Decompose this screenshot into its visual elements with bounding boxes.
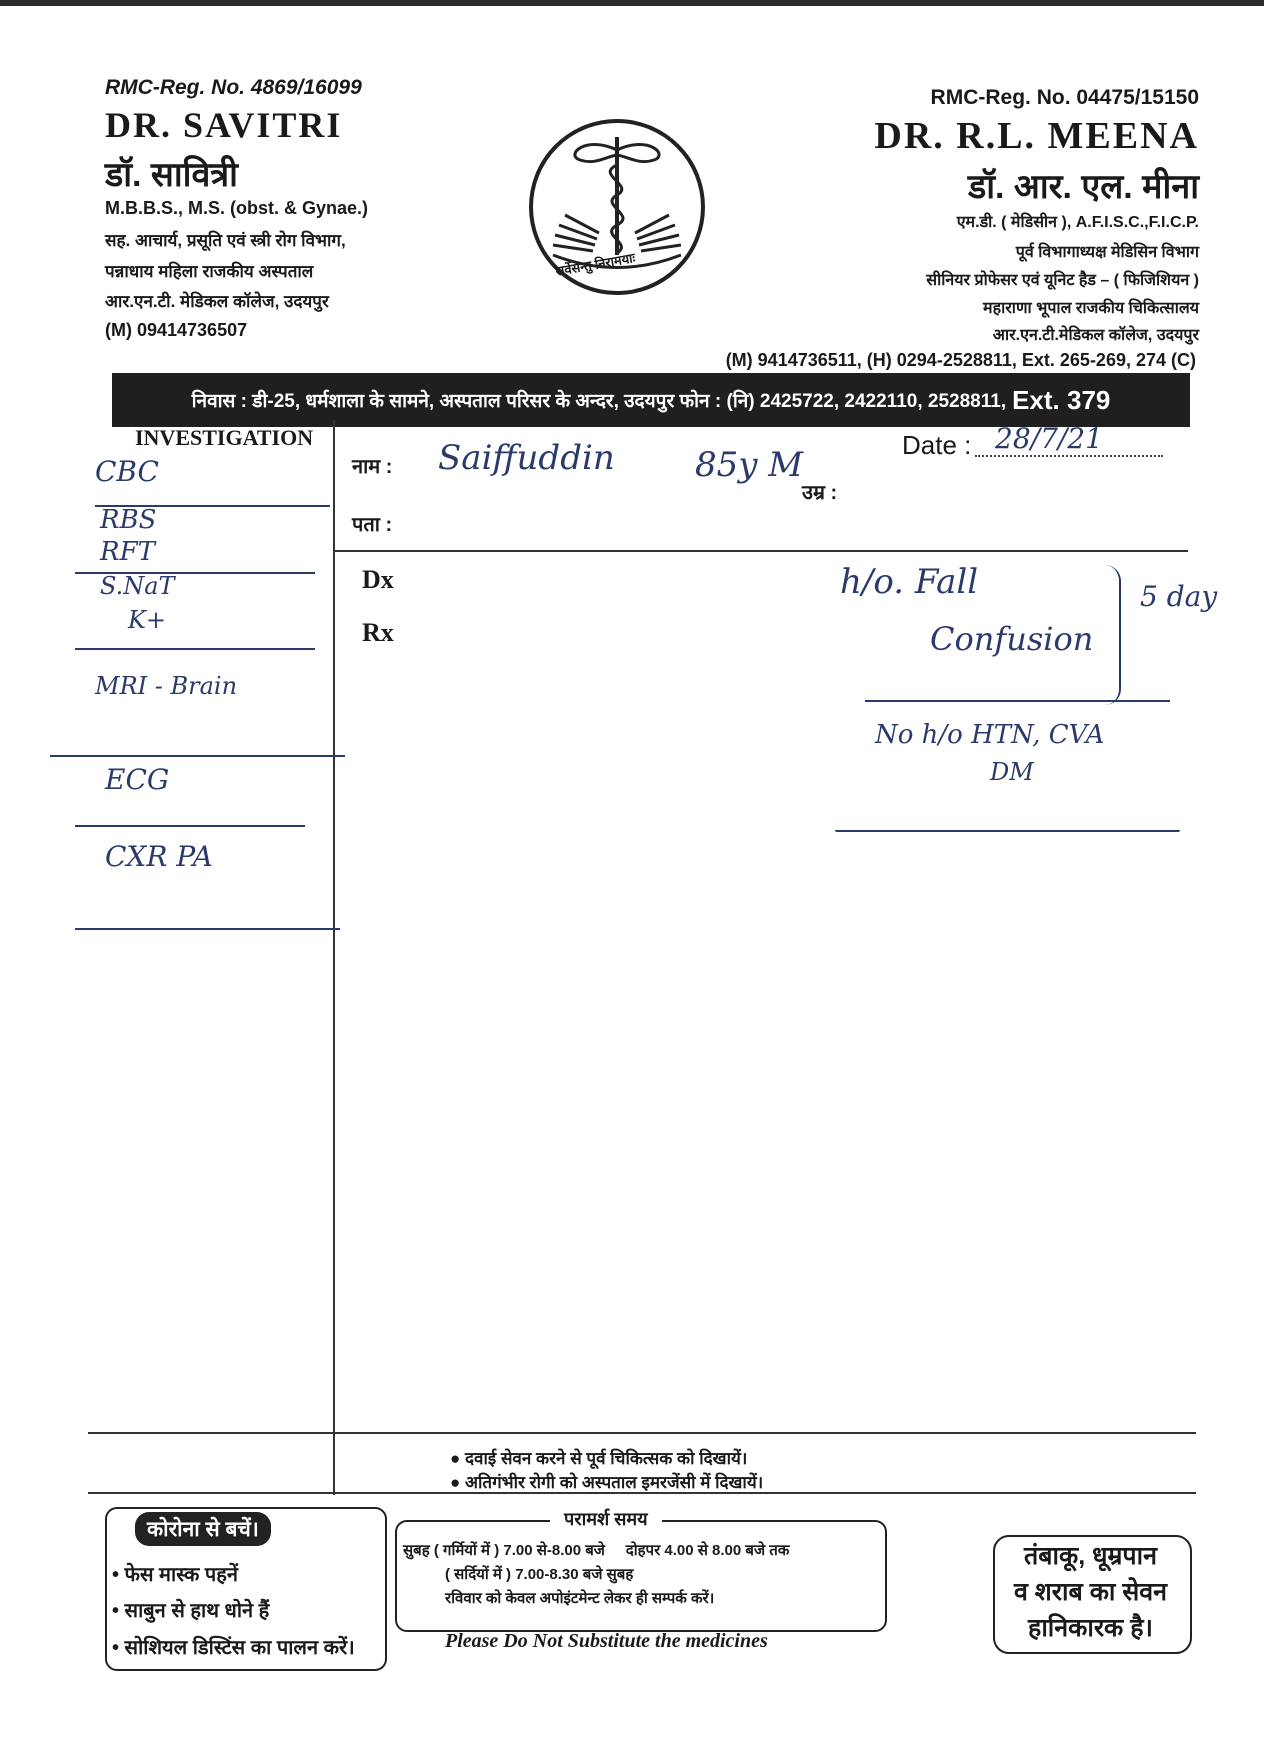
footer-divider-top — [88, 1432, 1196, 1434]
investigation-underline — [75, 648, 315, 650]
right-doctor-phone: (M) 9414736511, (H) 0294-2528811, Ext. 265-269, 274 (C) — [725, 350, 1196, 370]
right-doctor-line: महाराणा भूपाल राजकीय चिकित्सालय — [983, 300, 1199, 317]
right-doctor-line: आर.एन.टी.मेडिकल कॉलेज, उदयपुर — [992, 327, 1199, 344]
note-duration: 5 day — [1140, 580, 1218, 613]
right-doctor-line: पूर्व विभागाध्यक्ष मेडिसिन विभाग — [1015, 244, 1199, 261]
investigation-item: S.NaT — [100, 572, 175, 600]
corona-title: कोरोना से बचें। — [135, 1512, 271, 1546]
corona-item: • फेस मास्क पहनें — [112, 1564, 238, 1586]
no-substitute-note: Please Do Not Substitute the medicines — [445, 1630, 768, 1652]
left-doctor-reg: RMC-Reg. No. 4869/16099 — [105, 76, 362, 99]
footer-note: ● दवाई सेवन करने से पूर्व चिकित्सक को दिखायें। — [450, 1449, 748, 1468]
left-doctor-name: DR. SAVITRI — [105, 105, 343, 145]
footer-note: ● अतिगंभीर रोगी को अस्पताल इमरजेंसी में दिखायें। — [450, 1473, 764, 1492]
warning-line: हानिकारक है। — [1028, 1614, 1153, 1642]
note-underline — [865, 700, 1170, 702]
note-underline — [835, 830, 1180, 832]
patient-age-sex: 85y M — [695, 445, 804, 485]
investigation-underline — [75, 928, 340, 930]
note-bracket — [1105, 565, 1121, 705]
left-doctor-name-hindi: डॉ. सावित्री — [105, 156, 238, 194]
corona-item: • सोशियल डिस्टिंस का पालन करें। — [112, 1637, 355, 1659]
age-label: उम्र : — [802, 482, 838, 504]
residence-ext: Ext. 379 — [1012, 384, 1111, 415]
investigation-item: K+ — [128, 606, 167, 634]
right-doctor-name: DR. R.L. MEENA — [874, 115, 1199, 157]
investigation-item: CXR PA — [105, 840, 213, 873]
caduceus-logo — [525, 115, 710, 300]
investigation-item: MRI - Brain — [95, 672, 238, 700]
investigation-item: RBS — [100, 505, 157, 535]
patient-name: Saiffuddin — [438, 438, 615, 478]
note-complaint: h/o. Fall — [840, 562, 979, 602]
right-doctor-name-hindi: डॉ. आर. एल. मीना — [968, 168, 1199, 206]
left-doctor-line: आर.एन.टी. मेडिकल कॉलेज, उदयपुर — [105, 292, 329, 311]
caduceus-icon — [525, 115, 710, 300]
right-doctor-reg: RMC-Reg. No. 04475/15150 — [930, 86, 1199, 109]
left-doctor-line: पन्नाधाय महिला राजकीय अस्पताल — [105, 262, 314, 281]
address-label: पता : — [352, 514, 393, 536]
left-doctor-line: सह. आचार्य, प्रसूति एवं स्त्री रोग विभाग, — [105, 231, 346, 250]
investigation-underline — [75, 825, 305, 827]
timings-line: रविवार को केवल अपोइंटमेन्ट लेकर ही सम्पर्क करें। — [445, 1590, 715, 1607]
investigation-item: RFT — [100, 537, 155, 567]
rx-symbol: Rx — [362, 618, 394, 647]
dx-symbol: Dx — [362, 565, 394, 594]
investigation-item: CBC — [95, 455, 159, 488]
warning-line: तंबाकू, धूम्रपान — [1024, 1542, 1157, 1570]
investigation-item: ECG — [105, 763, 170, 796]
warning-line: व शराब का सेवन — [1013, 1578, 1168, 1606]
header-divider — [335, 550, 1188, 552]
investigation-underline — [50, 755, 345, 757]
name-label: नाम : — [352, 456, 393, 478]
top-edge — [0, 0, 1264, 6]
left-doctor-degree: M.B.B.S., M.S. (obst. & Gynae.) — [105, 198, 369, 218]
date-dotted-line — [975, 455, 1163, 457]
timings-title: परामर्श समय — [550, 1507, 662, 1531]
date-label: Date : — [902, 430, 972, 460]
right-doctor-line: एम.डी. ( मेडिसीन ), A.F.I.S.C.,F.I.C.P. — [956, 214, 1199, 231]
timings-line: सुबह ( गर्मियों में ) 7.00 से-8.00 बजे दोहपर 4.00 से 8.00 बजे तक — [403, 1542, 790, 1559]
note-history: No h/o HTN, CVA — [875, 720, 1105, 750]
note-complaint-2: Confusion — [930, 620, 1094, 658]
note-history-2: DM — [990, 758, 1034, 786]
date-value: 28/7/21 — [995, 422, 1103, 455]
residence-band — [112, 373, 1190, 427]
timings-line: ( सर्दियों में ) 7.00-8.30 बजे सुबह — [445, 1566, 634, 1583]
right-doctor-line: सीनियर प्रोफेसर एवं यूनिट हैड – ( फिजिशियन ) — [926, 272, 1199, 289]
residence-text: निवास : डी-25, धर्मशाला के सामने, अस्पताल परिसर के अन्दर, उदयपुर फोन : (नि) 2425722, 2422110, 2528811, — [191, 391, 1007, 412]
investigation-title: INVESTIGATION — [135, 425, 314, 450]
corona-item: • साबुन से हाथ धोने हैं — [112, 1600, 270, 1622]
left-doctor-phone: (M) 09414736507 — [105, 320, 248, 340]
logo-motto: सर्वेसन्तु निरामयाः — [554, 250, 637, 279]
column-divider — [333, 420, 335, 1495]
